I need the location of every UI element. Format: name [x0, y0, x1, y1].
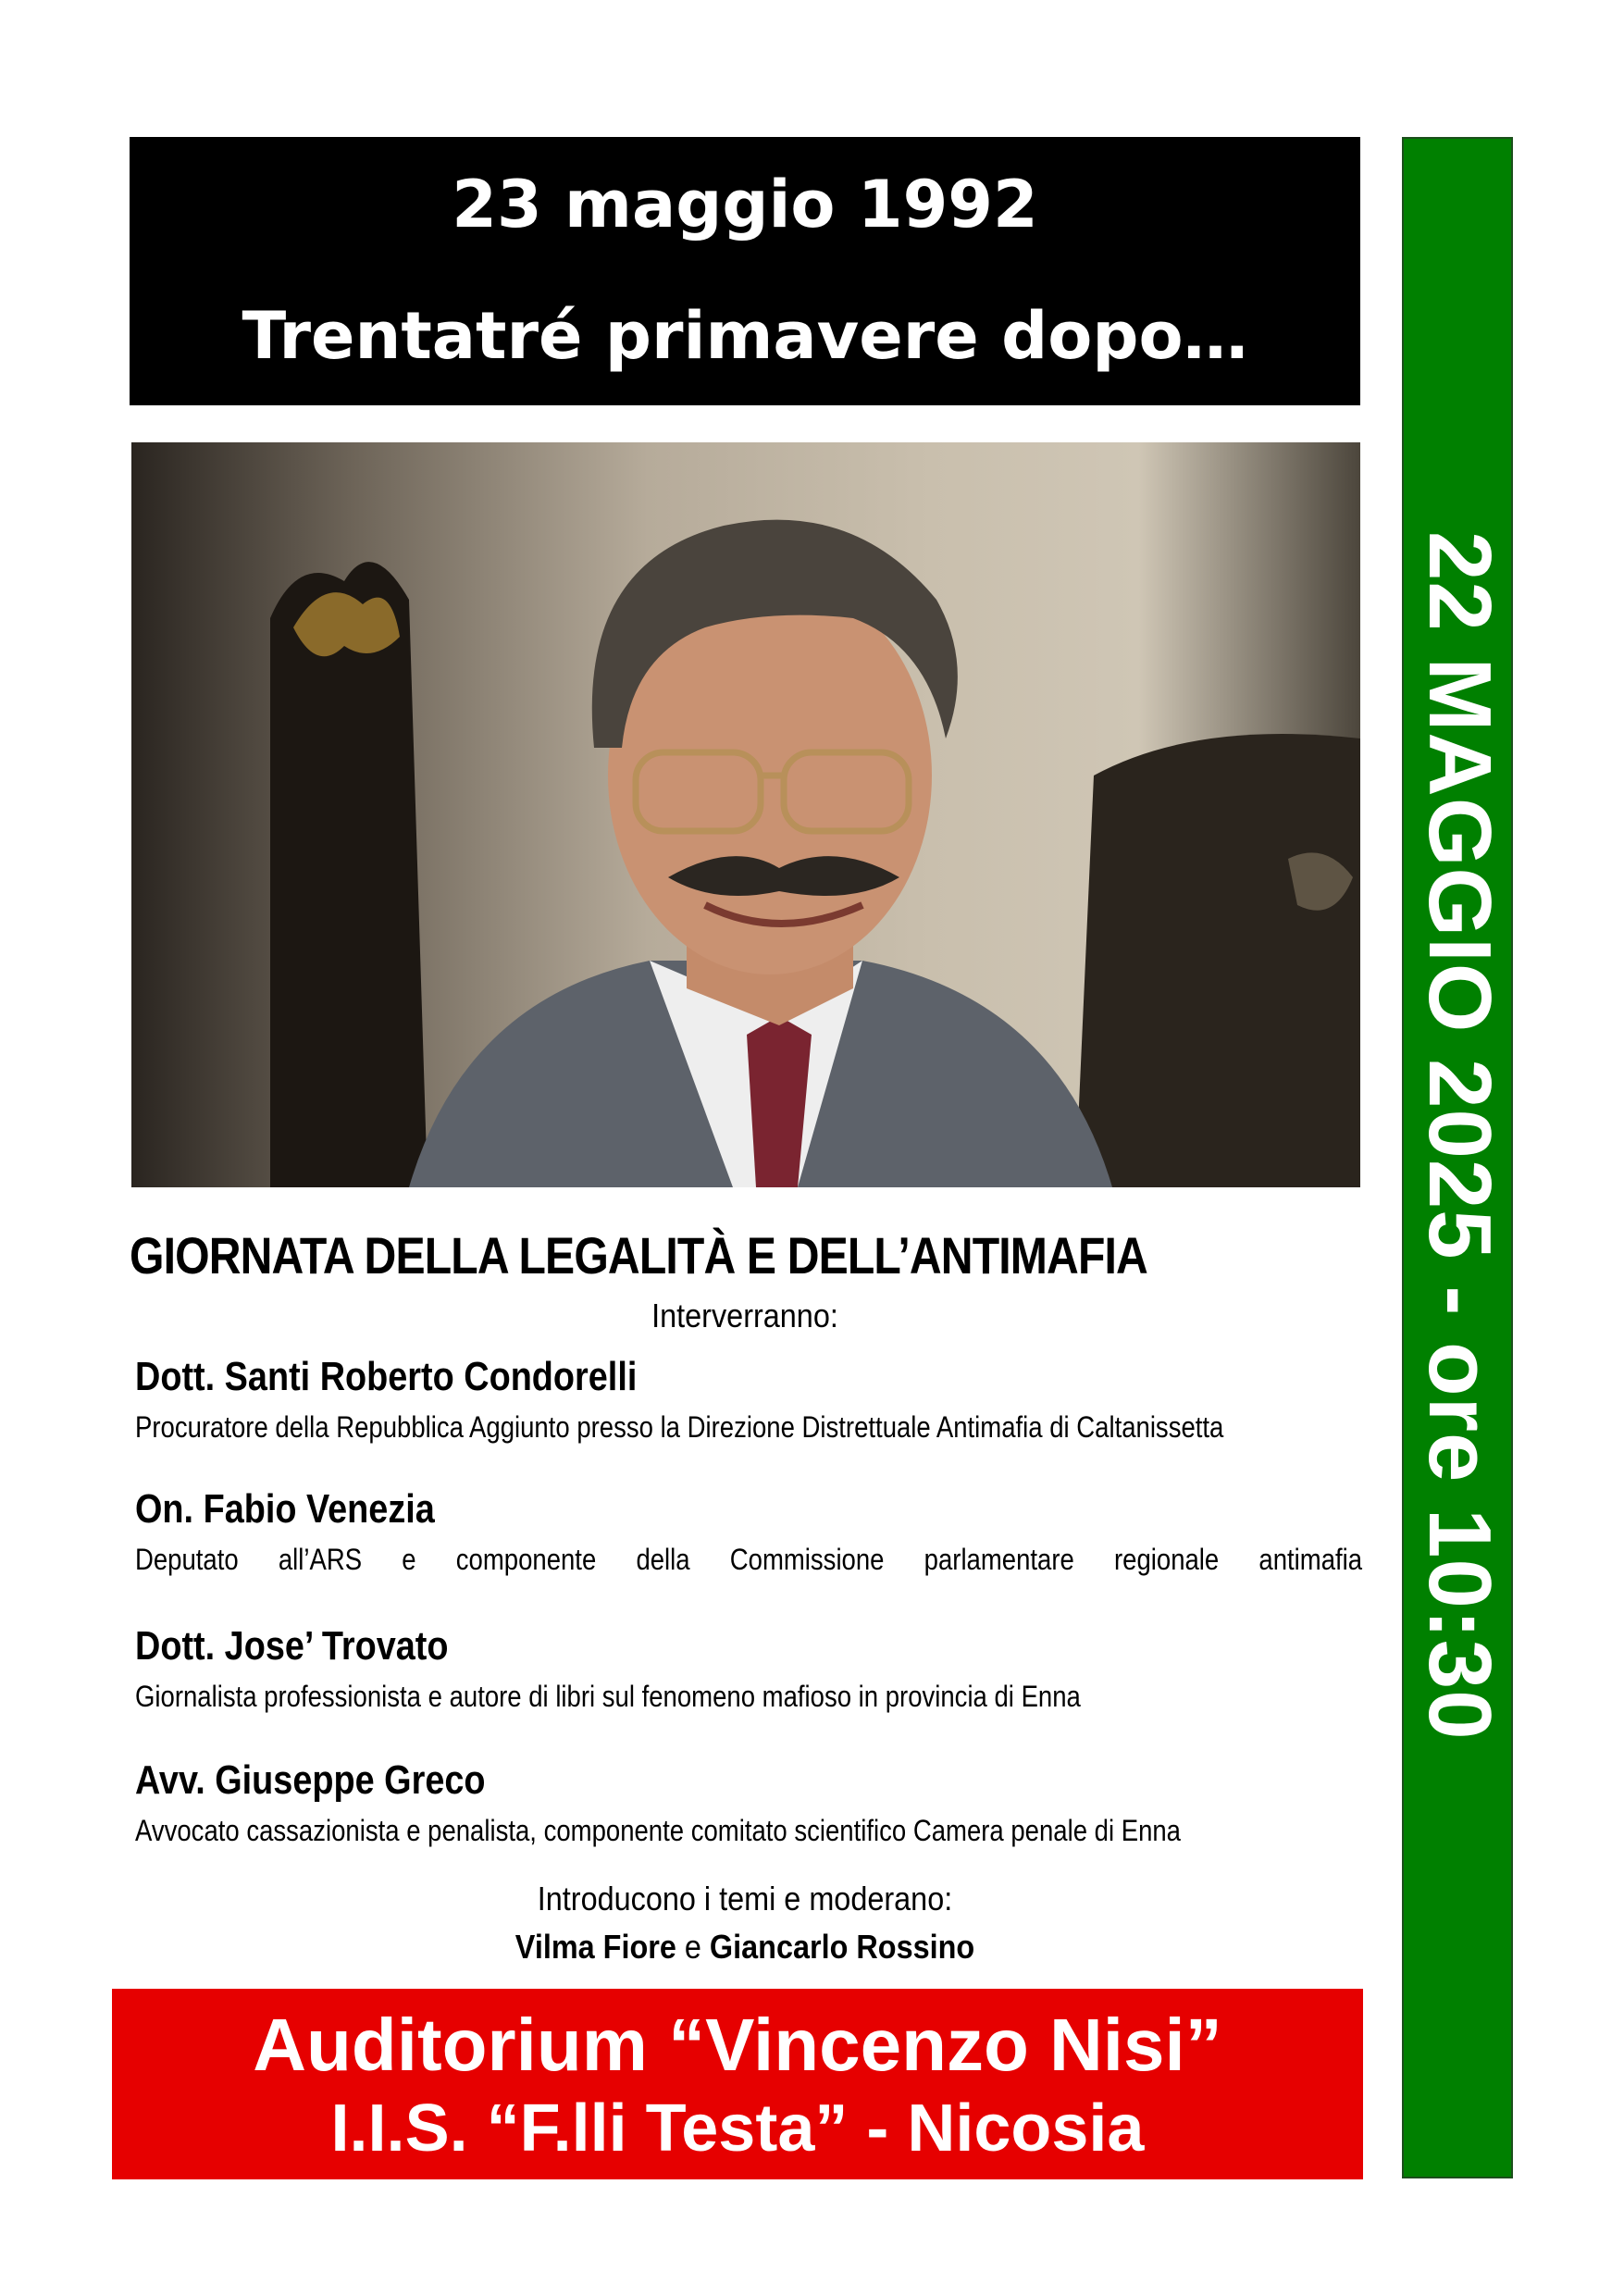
- speaker-2-role-word: antimafia: [1258, 1543, 1363, 1576]
- date-band: [1402, 137, 1513, 2178]
- portrait-illustration: [131, 442, 1360, 1187]
- speaker-3-name: Dott. Jose’ Trovato: [135, 1623, 449, 1669]
- header-subtitle: Trentatré primavere dopo…: [242, 298, 1248, 374]
- moderators-intro: Introducono i temi e moderano:: [537, 1880, 953, 1917]
- portrait-photo: [131, 442, 1360, 1187]
- speaker-2-role-word: e: [402, 1543, 416, 1576]
- moderator-1-name: Vilma Fiore: [514, 1928, 676, 1966]
- speaker-4-role: Avvocato cassazionista e penalista, componente comitato scientifico Camera penale di Enna: [135, 1814, 1181, 1847]
- speaker-4-name: Avv. Giuseppe Greco: [135, 1757, 486, 1803]
- speaker-3-role: Giornalista professionista e autore di libri sul fenomeno mafioso in provincia di Enna: [135, 1680, 1081, 1713]
- moderators-conjunction: e: [684, 1928, 701, 1966]
- speaker-2-role: [135, 1541, 1362, 1578]
- speaker-2-role-word: della: [636, 1543, 690, 1576]
- speaker-2-role-word: all’ARS: [278, 1543, 363, 1576]
- speaker-2-role-word: componente: [455, 1543, 597, 1576]
- speaker-2-role-word: regionale: [1114, 1543, 1220, 1576]
- event-title: GIORNATA DELLA LEGALITÀ E DELL’ANTIMAFIA: [130, 1226, 1147, 1285]
- header-banner: [130, 137, 1360, 405]
- speakers-intro: Interverranno:: [651, 1297, 838, 1334]
- speaker-1-name: Dott. Santi Roberto Condorelli: [135, 1354, 638, 1399]
- date-time-text: 22 MAGGIO 2025 - ore 10:30: [1410, 531, 1509, 1741]
- venue-name: Auditorium “Vincenzo Nisi”: [253, 2004, 1222, 2086]
- speaker-2-name: On. Fabio Venezia: [135, 1486, 435, 1532]
- header-date: 23 maggio 1992: [452, 167, 1038, 242]
- venue-school: I.I.S. “F.lli Testa” - Nicosia: [330, 2091, 1145, 2166]
- venue-banner: [112, 1989, 1363, 2179]
- sofa-shape: [1075, 734, 1360, 1187]
- moderators-line: [192, 1927, 1299, 1967]
- speaker-2-role-word: Commissione: [729, 1543, 885, 1576]
- speaker-1-role: Procuratore della Repubblica Aggiunto presso la Direzione Distrettuale Antimafia di Caltanissetta: [135, 1410, 1224, 1444]
- speaker-2-role-word: parlamentare: [924, 1543, 1074, 1576]
- moderator-2-name: Giancarlo Rossino: [709, 1928, 975, 1966]
- speaker-2-role-word: Deputato: [135, 1543, 239, 1576]
- chair-shape: [270, 562, 428, 1187]
